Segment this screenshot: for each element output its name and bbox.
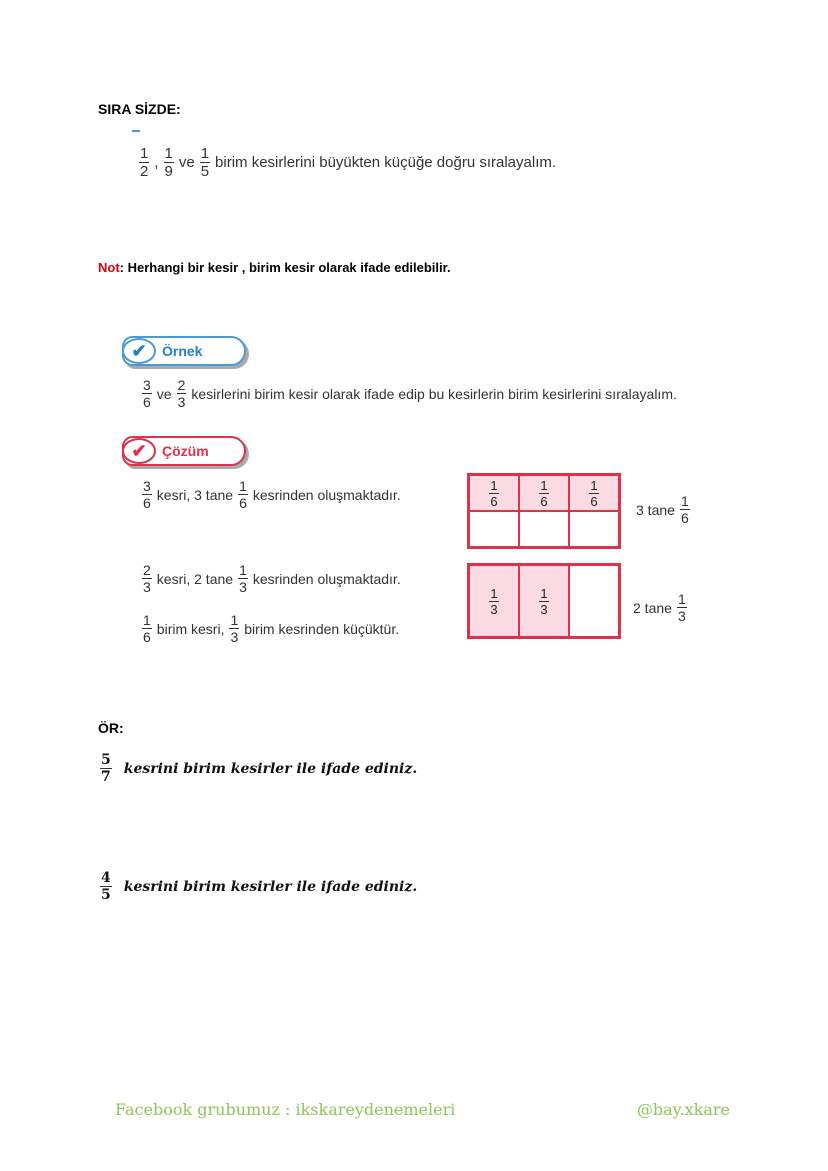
cozum-line-1: $\frac{3}{6}$ kesri, 3 tane $\frac{1}{6}$ kesrinden oluşmaktadır. xyxy=(143,478,401,511)
footer-handle: @bay.xkare xyxy=(636,1100,730,1119)
sixths-grid: $\frac{1}{6}$ $\frac{1}{6}$ $\frac{1}{6}$ xyxy=(467,473,621,549)
cozum-line-2: $\frac{2}{3}$ kesri, 2 tane $\frac{1}{3}$ kesrinden oluşmaktadır. xyxy=(143,562,401,595)
note: Not: Herhangi bir kesir , birim kesir olarak ifade edilebilir. xyxy=(98,260,451,275)
sira-sizde-title: SIRA SİZDE: xyxy=(98,101,181,117)
grid1-label: 3 tane $\frac{1}{6}$ xyxy=(636,493,689,526)
cozum-line-3: $\frac{1}{6}$ birim kesri, $\frac{1}{3}$ birim kesrinden küçüktür. xyxy=(143,612,400,645)
dash-mark xyxy=(132,130,140,132)
sira-sizde-question: $\frac{1}{2}$ , $\frac{1}{9}$ ve $\frac{1}{5}$ birim kesirlerini büyükten küçüğe doğru sıralayalım. xyxy=(140,145,557,180)
or-title: ÖR: xyxy=(98,720,124,736)
or-item-2: $\frac{4}{5}$ kesrini birim kesirler ile ifade ediniz. xyxy=(101,870,418,903)
cozum-badge: ✔ Çözüm xyxy=(122,436,246,466)
footer-facebook: Facebook grubumuz : ikskareydenemeleri xyxy=(115,1100,456,1119)
ornek-question: $\frac{3}{6}$ ve $\frac{2}{3}$ kesirlerini birim kesir olarak ifade edip bu kesirlerin birim kesirlerini sıralayalım. xyxy=(143,377,677,410)
grid2-label: 2 tane $\frac{1}{3}$ xyxy=(633,591,686,624)
or-item-1: $\frac{5}{7}$ kesrini birim kesirler ile ifade ediniz. xyxy=(101,752,418,785)
thirds-grid: $\frac{1}{3}$ $\frac{1}{3}$ xyxy=(467,563,621,639)
check-icon: ✔ xyxy=(122,338,156,364)
ornek-badge: ✔ Örnek xyxy=(122,336,246,366)
check-icon: ✔ xyxy=(122,438,156,464)
